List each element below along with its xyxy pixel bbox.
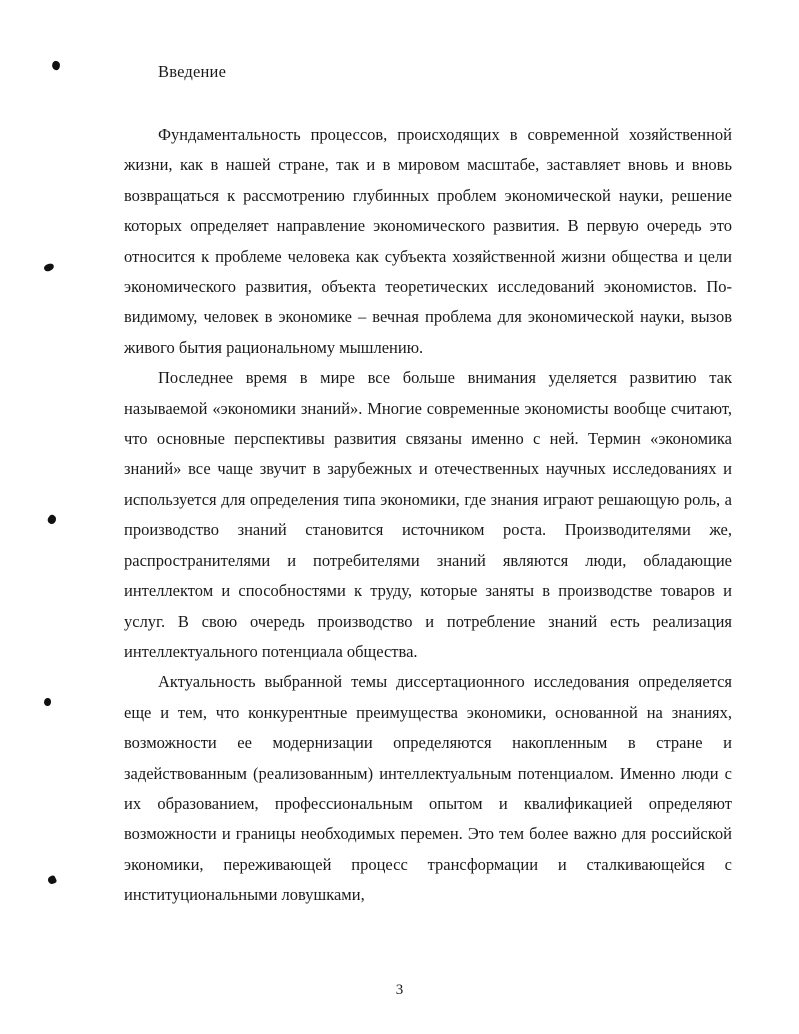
body-text [124,120,732,911]
scan-artifact-mark [46,514,58,526]
scan-artifact-mark [47,875,58,886]
section-heading: Введение [158,62,227,81]
scan-artifact-mark [43,263,54,272]
scan-artifact-mark [51,60,62,71]
paragraph-2: Последнее время в мире все больше внимания уделяется развитию так называемой «экономики знаний». Многие современные экономисты вообще считают, что основные перспективы развития связаны именно с ней. Термин «экономика знаний» все чаще звучит в зарубежных и отечественных научных исследованиях и используется для определения типа экономики, где знания играют решающую роль, а производство знаний становится источником роста. Производителями же, распространителями и потребителями знаний являются люди, обладающие интеллектом и способностями к труду, которые заняты в производстве товаров и услуг. В свою очередь производство и потребление знаний есть реализация интеллектуального потенциала общества. [124,368,732,661]
page-number: 3 [395,982,404,998]
paragraph-3: Актуальность выбранной темы диссертационного исследования определяется еще и тем, что конкурентные преимущества экономики, основанной на знаниях, возможности ее модернизации определяются накопленным в стране и задействованным (реализованным) интеллектуальным потенциалом. Именно люди с их образованием, профессиональным опытом и квалификацией определяют возможности и границы необходимых перемен. Это тем более важно для российской экономики, переживающей процесс трансформации и сталкивающейся с институциональными ловушками, [124,672,732,905]
scan-artifact-mark [44,698,51,706]
paragraph-1: Фундаментальность процессов, происходящих в современной хозяйственной жизни, как в нашей стране, так и в мировом масштабе, заставляет вновь и вновь возвращаться к рассмотрению глубинных проблем экономической науки, решение которых определяет направление экономического развития. В первую очередь это относится к проблеме человека как субъекта хозяйственной жизни общества и цели экономического развития, объекта теоретических исследований экономистов. По-видимому, человек в экономике – вечная проблема для экономической науки, вызов живого бытия рациональному мышлению. [124,125,732,357]
